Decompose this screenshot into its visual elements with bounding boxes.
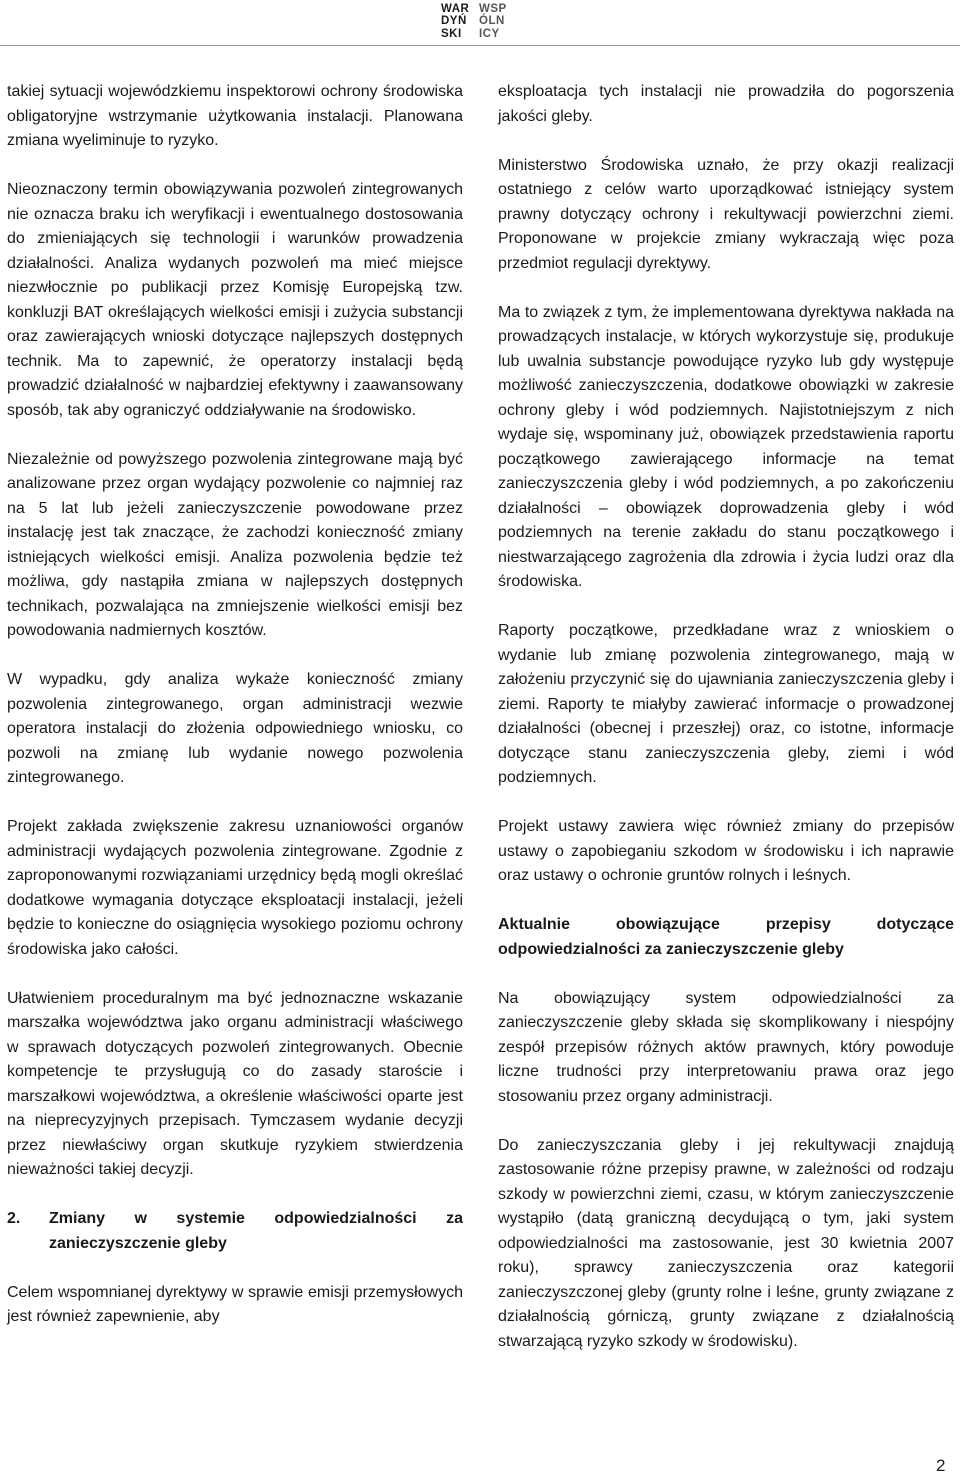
logo-text: DYŃ — [441, 15, 467, 28]
logo-row — [441, 3, 521, 15]
section-heading — [7, 1207, 463, 1256]
logo-row — [441, 15, 521, 27]
section-heading: Aktualnie obowiązujące przepisy dotyczące odpowiedzialności za zanieczyszczenie gleby — [498, 916, 954, 958]
header-divider — [0, 45, 960, 46]
paragraph: Projekt ustawy zawiera więc również zmiany do przepisów ustawy o zapobieganiu szkodom w środowisku i ich naprawie oraz ustawy o ochronie gruntów rolnych i leśnych. — [498, 818, 954, 884]
paragraph: Projekt zakłada zwiększenie zakresu uznaniowości organów administracji wydających pozwolenia zintegrowane. Zgodnie z zaproponowanymi rozwiązaniami urzędnicy będą mogli określać dodatkowe wymagania dotyczące eksploatacji instalacji, jeżeli będzie to konieczne do osiągnięcia wysokiego poziomu ochrony środowiska jako całości. — [7, 818, 463, 958]
wardynski-logo — [441, 3, 521, 41]
logo-text: WSP — [479, 3, 507, 15]
paragraph: eksploatacja tych instalacji nie prowadziła do pogorszenia jakości gleby. — [498, 83, 954, 125]
right-column — [498, 80, 954, 1379]
page-header — [0, 0, 960, 46]
paragraph: Ułatwieniem proceduralnym ma być jednoznaczne wskazanie marszałka województwa jako organu administracji właściwego w sprawach dotyczących pozwoleń zintegrowanych. Obecnie kompetencje te przysługują co do zasady staroście i marszałkowi województwa, a określenie właściwości oparte jest na nieprecyzyjnych przepisach. Tymczasem wydanie decyzji przez niewłaściwy organ skutkuje ryzykiem stwierdzenia nieważności takiej decyzji. — [7, 989, 463, 1178]
paragraph: Do zanieczyszczania gleby i jej rekultywacji znajdują zastosowanie różne przepisy prawne, w zależności od rodzaju szkody w powierzchni ziemi, czasu, w którym zanieczyszczenie wystąpiło (datą graniczną decydującą o tym, jaki system odpowiedzialności ma zastosowanie, jest 30 kwietnia 2007 roku), sprawcy zanieczyszczenia oraz kategorii zanieczyszczonej gleby (grunty rolne i leśne, grunty związane z działalnością górniczą, grunty związane z działalnością stwarzającą ryzyko szkody w środowisku). — [498, 1136, 954, 1350]
section-title: Zmiany w systemie odpowiedzialności za zanieczyszczenie gleby — [49, 1210, 463, 1252]
paragraph: Ministerstwo Środowiska uznało, że przy okazji realizacji ostatniego z celów warto uporządkować istniejący system prawny dotyczący ochrony i rekultywacji powierzchni ziemi. Proponowane w projekcie zmiany wykraczają więc poza przedmiot regulacji dyrektywy. — [498, 156, 954, 272]
paragraph: Niezależnie od powyższego pozwolenia zintegrowane mają być analizowane przez organ wydający pozwolenie co najmniej raz na 5 lat lub jeżeli zanieczyszczenie powodowane przez instalację jest tak znaczące, że zachodzi konieczność zmiany istniejących wielkości emisji. Analiza pozwolenia będzie też możliwa, gdy nastąpiła zmiana w najlepszych dostępnych technikach, pozwalająca na zmniejszenie wielkości emisji bez powodowania nadmiernych kosztów. — [7, 450, 463, 639]
left-column — [7, 80, 463, 1354]
logo-text: ÓLN — [479, 15, 505, 28]
logo-row — [441, 28, 521, 40]
paragraph: Na obowiązujący system odpowiedzialności za zanieczyszczenie gleby składa się skomplikowany i niespójny zespół przepisów różnych aktów prawnych, który powoduje liczne trudności przy interpretowaniu prawa oraz jego stosowaniu przez organy administracji. — [498, 989, 954, 1105]
paragraph: Celem wspomnianej dyrektywy w sprawie emisji przemysłowych jest również zapewnienie, aby — [7, 1283, 463, 1325]
paragraph: W wypadku, gdy analiza wykaże konieczność zmiany pozwolenia zintegrowanego, organ administracji wezwie operatora instalacji do złożenia odpowiedniego wniosku, co pozwoli na zmianę lub wydanie nowego pozwolenia zintegrowanego. — [7, 671, 463, 786]
logo-text: WAR — [441, 3, 470, 15]
logo-text: SKI — [441, 27, 462, 40]
paragraph: takiej sytuacji wojewódzkiemu inspektorowi ochrony środowiska obligatoryjne wstrzymanie użytkowania instalacji. Planowana zmiana wyeliminuje to ryzyko. — [7, 83, 463, 149]
logo-text: ICY — [479, 27, 500, 40]
paragraph: Nieoznaczony termin obowiązywania pozwoleń zintegrowanych nie oznacza braku ich weryfikacji i ewentualnego dostosowania do zmieniających się technologii i warunków prowadzenia działalności. Analiza wydanych pozwoleń ma mieć miejsce niezwłocznie po publikacji przez Komisję Europejską tzw. konkluzji BAT określających wielkości emisji i zużycia substancji oraz zawierających wnioski dotyczące najlepszych dostępnych technik. Ma to zapewnić, że operatorzy instalacji będą prowadzić działalność w najbardziej efektywny i zaawansowany sposób, tak aby ograniczyć oddziaływanie na środowisko. — [7, 181, 463, 419]
paragraph: Ma to związek z tym, że implementowana dyrektywa nakłada na prowadzących instalacje, w których wykorzystuje się, produkuje lub uwalnia substancje powodujące ryzyko lub gdy występuje możliwość zanieczyszczenia, dodatkowe obowiązki w zakresie ochrony gleby i wód podziemnych. Najistotniejszym z nich wydaje się, wspominany już, obowiązek przedstawienia raportu początkowego zawierającego informacje na temat zanieczyszczenia gleby i wód podziemnych, a po zakończeniu działalności – obowiązek doprowadzenia gleby i wód podziemnych na terenie zakładu do stanu początkowego i niestwarzającego zagrożenia dla zdrowia i życia ludzi oraz dla środowiska. — [498, 303, 954, 590]
section-number: 2. — [7, 1210, 21, 1227]
page-number: 2 — [936, 1456, 946, 1475]
paragraph: Raporty początkowe, przedkładane wraz z wnioskiem o wydanie lub zmianę pozwolenia zintegrowanego, mają w założeniu przyczynić się do ujawniania zanieczyszczenia gleby i ziemi. Raporty te miałyby zawierać informacje o prowadzonej działalności (obecnej i przeszłej) oraz, co istotne, informacje dotyczące stanu zanieczyszczenia gleby, ziemi i wód podziemnych. — [498, 622, 954, 786]
